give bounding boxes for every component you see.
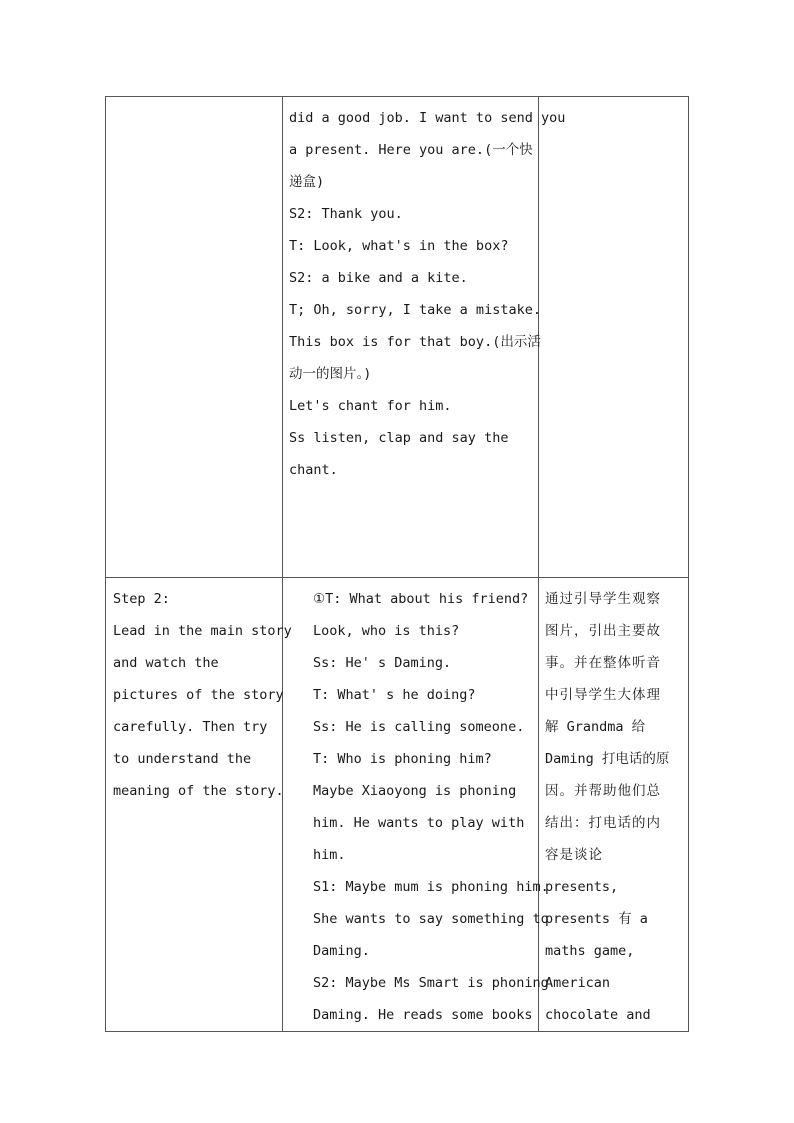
- text-line: S1: Maybe mum is phoning him.: [313, 879, 549, 895]
- text-line: Let's chant for him.: [289, 398, 452, 414]
- step-title: Step 2:: [113, 591, 170, 607]
- text-line: did a good job. I want to send you: [289, 110, 566, 126]
- text-line: S2: a bike and a kite.: [289, 270, 468, 286]
- text-line: 中引导学生大体理: [545, 687, 661, 703]
- text-line: ①T: What about his friend?: [313, 591, 529, 607]
- lesson-plan-table: [105, 96, 689, 1032]
- table-row: [106, 578, 689, 1032]
- purpose-cell-content: [539, 97, 688, 102]
- text-line: T: Look, what's in the box?: [289, 238, 509, 254]
- text-line: T: Who is phoning him?: [313, 751, 492, 767]
- text-line: 事。并在整体听音: [545, 655, 661, 671]
- text-line: She wants to say something to: [313, 911, 549, 927]
- purpose-cell: [539, 578, 689, 1032]
- text-line: presents,: [545, 879, 619, 895]
- step-cell: [106, 578, 292, 1032]
- text-line: him. He wants to play with: [313, 815, 525, 831]
- text-line: Maybe Xiaoyong is phoning: [313, 783, 517, 799]
- text-line: Ss: He is calling someone.: [313, 719, 525, 735]
- activity-cell-content: [283, 578, 549, 1031]
- purpose-cell-content: [539, 578, 688, 1031]
- text-line: Daming 打电话的原: [545, 751, 670, 767]
- table-row: [106, 97, 689, 578]
- purpose-cell: [539, 97, 689, 578]
- text-line: meaning of the story.: [113, 783, 284, 799]
- activity-cell-content: [283, 97, 566, 486]
- activity-cell: [283, 578, 549, 1032]
- text-line: 图片，引出主要故: [545, 623, 661, 639]
- text-line: presents 有 a: [545, 911, 648, 927]
- text-line: him.: [313, 847, 346, 863]
- text-line: T: What' s he doing?: [313, 687, 476, 703]
- text-line: Daming.: [313, 943, 370, 959]
- text-line: chocolate and: [545, 1007, 651, 1023]
- text-line: 因。并帮助他们总: [545, 783, 661, 799]
- text-line: 递盒): [289, 174, 325, 190]
- text-line: a present. Here you are.(一个快: [289, 142, 533, 158]
- text-line: Ss: He' s Daming.: [313, 655, 452, 671]
- text-line: pictures of the story: [113, 687, 284, 703]
- text-line: Look, who is this?: [313, 623, 460, 639]
- text-line: carefully. Then try: [113, 719, 268, 735]
- text-line: S2: Thank you.: [289, 206, 403, 222]
- text-line: 通过引导学生观察: [545, 591, 661, 607]
- text-line: to understand the: [113, 751, 252, 767]
- text-line: maths game,: [545, 943, 635, 959]
- text-line: S2: Maybe Ms Smart is phoning: [313, 975, 549, 991]
- step-cell-content: [106, 578, 292, 807]
- text-line: American: [545, 975, 611, 991]
- step-cell: [106, 97, 283, 578]
- text-line: chant.: [289, 462, 338, 478]
- text-line: Ss listen, clap and say the: [289, 430, 509, 446]
- activity-cell: [283, 97, 566, 578]
- text-line: 动一的图片。): [289, 366, 372, 382]
- text-line: 容是谈论: [545, 847, 603, 863]
- text-line: Daming. He reads some books: [313, 1007, 533, 1023]
- text-line: This box is for that boy.(出示活: [289, 334, 541, 350]
- text-line: and watch the: [113, 655, 219, 671]
- text-line: 结出：打电话的内: [545, 815, 661, 831]
- text-line: Lead in the main story: [113, 623, 292, 639]
- step-cell-content: [106, 97, 282, 102]
- text-line: 解 Grandma 给: [545, 719, 646, 735]
- text-line: T; Oh, sorry, I take a mistake.: [289, 302, 541, 318]
